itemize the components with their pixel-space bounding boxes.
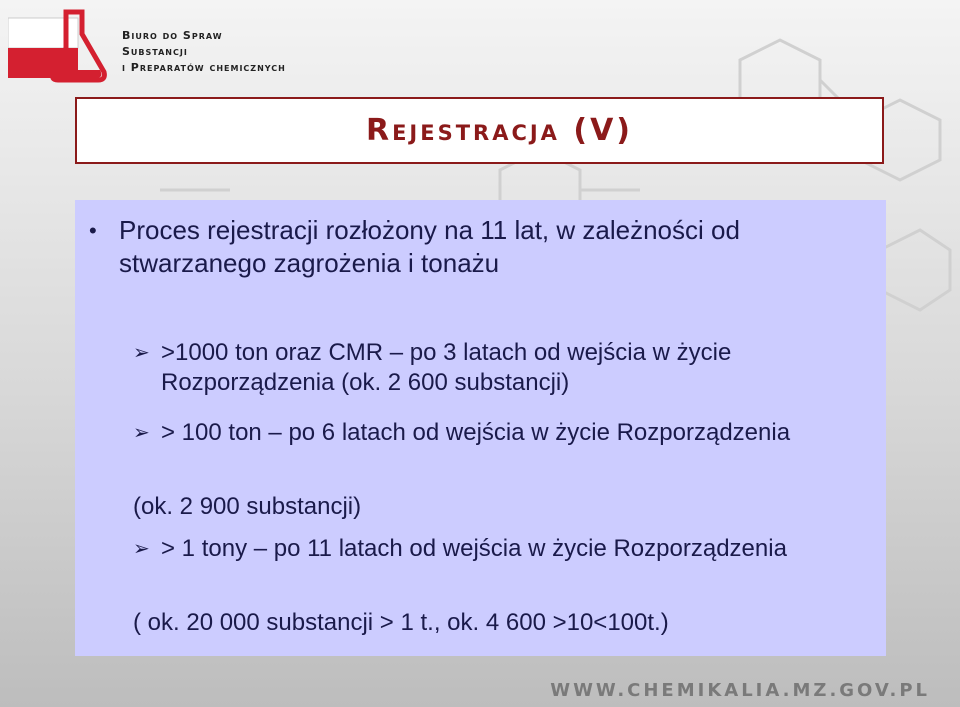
main-bullet [89, 214, 829, 280]
footer-url: WWW.CHEMIKALIA.MZ.GOV.PL [550, 680, 930, 701]
org-line-2: Substancji [122, 45, 188, 58]
arrow-bullet-icon: ➢ [133, 538, 150, 560]
title-box [75, 97, 884, 164]
bullet-dot-icon: • [89, 218, 97, 243]
sub-bullet-3 [133, 534, 833, 564]
sub-bullet-2-text: > 100 ton – po 6 latach od wejścia w życie Rozporządzenia [161, 419, 791, 446]
main-bullet-text: Proces rejestracji rozłożony na 11 lat, w zależności od stwarzanego zagrożenia i tonażu [119, 215, 740, 278]
content-panel [75, 200, 886, 656]
sub-bullet-2 [133, 418, 833, 448]
org-line-3: i Preparatów chemicznych [122, 61, 286, 74]
arrow-bullet-icon: ➢ [133, 342, 150, 364]
sub-bullet-1-text: >1000 ton oraz CMR – po 3 latach od wejścia w życie Rozporządzenia (ok. 2 600 substancji) [161, 339, 732, 396]
arrow-bullet-icon: ➢ [133, 422, 150, 444]
flask-logo-icon [8, 8, 108, 84]
sub-bullet-1 [133, 338, 833, 398]
sub-bullet-3-text: > 1 tony – po 11 latach od wejścia w życie Rozporządzenia [161, 535, 787, 562]
org-line-1: Biuro do Spraw [122, 29, 223, 42]
organization-name [122, 28, 286, 76]
slide-title: Rejestracja (V) [365, 113, 634, 148]
header [0, 0, 960, 90]
sub-bullet-2-note: (ok. 2 900 substancji) [133, 493, 362, 520]
sub-bullet-3-note: ( ok. 20 000 substancji > 1 t., ok. 4 600 >10<100t.) [133, 609, 669, 636]
